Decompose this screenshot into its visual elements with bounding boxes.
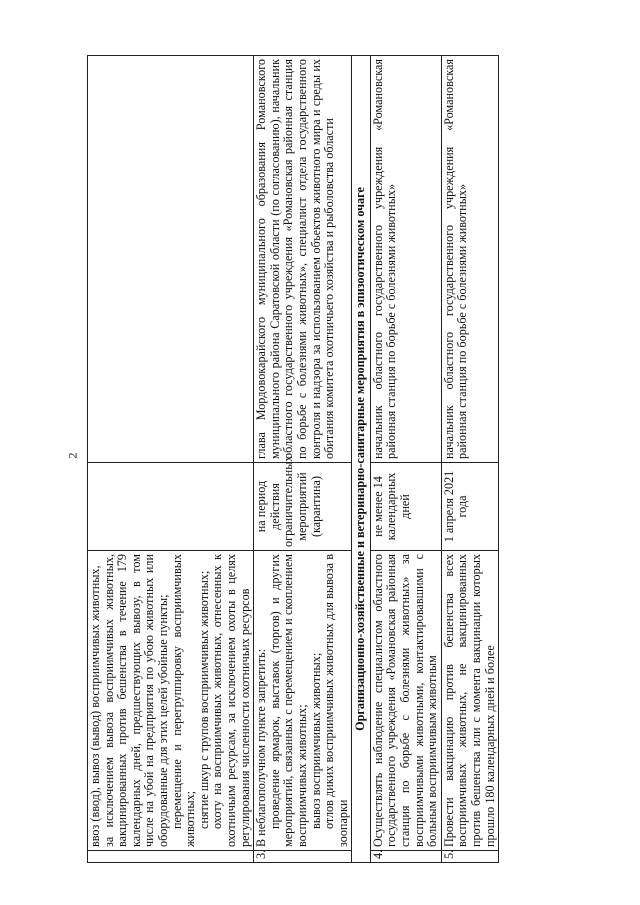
measure-text [254, 551, 352, 851]
responsible-cell: начальник областного государственного учреждения «Романовская районная станция по борьбе с болезнями животных» [441, 56, 498, 463]
table-row [254, 56, 352, 863]
table-row [88, 56, 254, 863]
section-row [352, 56, 371, 863]
measure-line: отлов диких восприимчивых животных для вывоза в зоопарки [322, 554, 350, 847]
period-cell: 1 апреля 2021 года [441, 463, 498, 551]
measure-line: перемещение и перегруппировку восприимчивых животных; [169, 554, 198, 847]
responsible-cell: начальник областного государственного учреждения «Романовская районная станция по борьбе с болезнями животных» [370, 56, 441, 463]
measure-line: охоту на восприимчивых животных, отнесенных к охотничьим ресурсам, за исключением охоты в целях регулирования численности охотничьих ресурсов [210, 554, 252, 847]
row-number [88, 851, 254, 863]
period-cell: на период действия ограничительных мероприятий (карантина) [254, 463, 352, 551]
table-row [370, 56, 441, 863]
measure-line: ввоз (ввод), вывоз (вывод) восприимчивых животных, [88, 565, 102, 847]
page-number: 2 [65, 452, 80, 459]
period-cell: не менее 14 календарных дней [370, 463, 441, 551]
row-number: 3. [254, 851, 352, 863]
rotated-page [87, 55, 561, 863]
row-number: 4. [370, 851, 441, 863]
measure-line: снятие шкур с трупов восприимчивых животных; [196, 570, 211, 829]
table-row [441, 56, 498, 863]
measures-table [87, 55, 499, 863]
row-number: 5. [441, 851, 498, 863]
measure-text [88, 551, 254, 851]
measure-text: Провести вакцинацию против бешенства всех восприимчивых животных, не вакцинированных против бешенства или с момента вакцинации которых прошло 180 календарных дней и более [441, 551, 498, 851]
measure-line: В неблагополучном пункте запретить: [254, 648, 269, 847]
measure-text: Осуществлять наблюдение специалистом областного государственного учреждения «Романовская районная станция по борьбе с болезнями животных» за восприимчивыми животными, контактировавшими с больным восприимчивым животным [370, 551, 441, 851]
measure-line: вывоз восприимчивых животных; [308, 652, 323, 829]
responsible-cell: глава Мордовокарайского муниципального образования Романовского муниципального района Саратовской области (по согласованию), начальник областного государственного учреждения «Романовская районная станция по борьбе с болезнями животных», специалист отдела государственного контроля и надзора за использованием объектов животного мира и среды их обитания комитета охотничьего хозяйства и рыболовства области [254, 56, 352, 463]
section-title: Организационно-хозяйственные и ветеринарно-санитарные мероприятия в эпизоотическом очаге [352, 56, 371, 863]
responsible-cell [88, 56, 254, 463]
measure-line: за исключением вывоза восприимчивых животных, вакцинированных против бешенства в течение 179 календарных дней, предшествующих вывозу, в том числе на убой на предприятия по убою животных или оборудованные для этих целей убойные пункты; [101, 554, 170, 847]
period-cell [88, 463, 254, 551]
measure-line: проведение ярмарок, выставок (торгов) и других мероприятий, связанных с перемещением и скоплением восприимчивых животных; [267, 554, 309, 847]
